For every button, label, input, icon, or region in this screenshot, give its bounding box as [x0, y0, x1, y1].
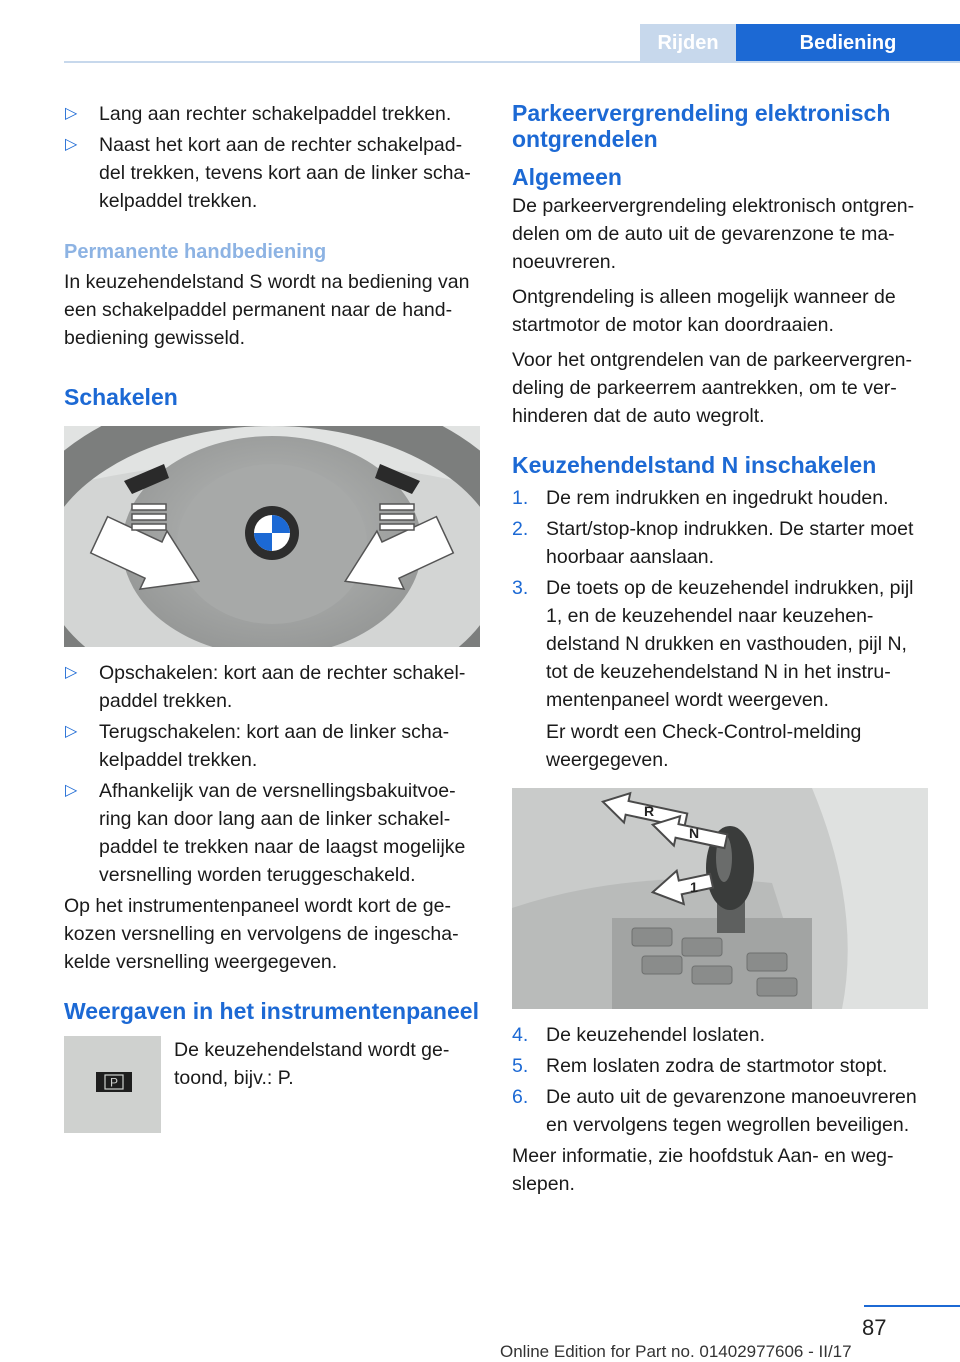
paragraph-algemeen-3: Voor het ontgrendelen van de parkeervergren‐deling de parkeerrem aantrekken, om te ver‐hinderen dat de auto wegrolt. [512, 349, 913, 427]
edition-label: Online Edition for Part no. 01402977606 - II/17 [500, 1342, 852, 1361]
left-column [64, 100, 480, 1133]
steering-wheel-figure [64, 426, 480, 647]
section-heading-parkeervergrendeling: Parkeervergrendeling elektronisch ontgrendelen [512, 100, 891, 152]
numbered-list-steps-a [512, 484, 932, 774]
step-text: De auto uit de gevarenzone manoeuvreren en vervolgens tegen wegrollen beveiligen. [546, 1086, 917, 1136]
list-item [512, 1052, 932, 1080]
paragraph-closing: Meer informatie, zie hoofdstuk Aan- en weg‐slepen. [512, 1145, 894, 1195]
header-rule [64, 61, 960, 63]
step-number: 2. [512, 518, 529, 540]
section-heading-keuzehendel-n: Keuzehendelstand N inschakelen [512, 452, 877, 478]
step-text: De toets op de keuzehendel indrukken, pijl 1, en de keuzehendel naar keuzehen‐delstand N drukken en vasthouden, pijl N, tot de keuzehendelstand N in het instru‐mentenpaneel wordt weergeven. [546, 577, 914, 711]
page-number: 87 [862, 1315, 887, 1340]
step-text: Rem loslaten zodra de startmotor stopt. [546, 1055, 888, 1077]
list-item: ▷ Terugschakelen: kort aan de linker scha‐kelpaddel trekken. [64, 718, 480, 774]
paragraph-permanent: In keuzehendelstand S wordt na bediening van een schakelpaddel permanent naar de hand‐bediening gewisseld. [64, 271, 470, 349]
step-number: 5. [512, 1055, 529, 1077]
list-item [512, 1083, 932, 1139]
paragraph-algemeen-2: Ontgrendeling is alleen mogelijk wanneer de startmotor de motor kan doordraaien. [512, 286, 896, 336]
step-number: 1. [512, 487, 529, 509]
bullet-list-top [64, 100, 480, 215]
gear-indicator-icon [64, 1036, 161, 1133]
step-text: Start/stop-knop indrukken. De starter moet hoorbaar aanslaan. [546, 518, 914, 568]
display-example [64, 1036, 480, 1133]
gear-selector-figure [512, 788, 928, 1009]
paragraph-display-info: Op het instrumentenpaneel wordt kort de ge‐kozen versnelling en vervolgens de ingescha‐kelde versnelling weergegeven. [64, 895, 459, 973]
list-item [512, 515, 932, 571]
step-number: 3. [512, 577, 529, 599]
section-heading-permanent: Permanente handbediening [64, 241, 327, 263]
header-tab-rijden[interactable]: Rijden [640, 24, 736, 61]
step-number: 4. [512, 1024, 529, 1046]
list-item [512, 574, 932, 774]
arrow-label-r: R [644, 803, 655, 819]
list-item: ▷ Naast het kort aan de rechter schakelpad‐del trekken, tevens kort aan de linker scha‐kelpaddel trekken. [64, 131, 480, 215]
list-item [512, 1021, 932, 1049]
step-note: Er wordt een Check-Control-melding weergegeven. [546, 721, 862, 771]
paragraph-algemeen-1: De parkeervergrendeling elektronisch ontgren‐delen om de auto uit de gevarenzone te ma‐noeuvreren. [512, 195, 915, 273]
right-column [512, 100, 932, 1198]
instrument-display-image [64, 1036, 161, 1133]
step-number: 6. [512, 1086, 529, 1108]
section-heading-schakelen: Schakelen [64, 384, 178, 410]
header-tab-bediening[interactable]: Bediening [736, 24, 960, 61]
bullet-list-shifting [64, 659, 480, 889]
footer-rule [864, 1305, 960, 1307]
list-item: ▷ Lang aan rechter schakelpaddel trekken. [64, 100, 480, 128]
paragraph-weergaven: De keuzehendelstand wordt ge‐toond, bijv.: P. [174, 1039, 450, 1089]
section-heading-weergaven: Weergaven in het instrumentenpaneel [64, 998, 479, 1024]
step-text: De keuzehendel loslaten. [546, 1024, 765, 1046]
numbered-list-steps-b [512, 1021, 932, 1139]
list-item: ▷ Opschakelen: kort aan de rechter schakel‐paddel trekken. [64, 659, 480, 715]
list-item: ▷ Afhankelijk van de versnellingsbakuitvoe‐ring kan door lang aan de linker schakel‐paddel te trekken naar de laagst mogelijke versnelling worden teruggeschakeld. [64, 777, 480, 889]
gear-selector-illustration [512, 788, 928, 1009]
arrow-label-n: N [689, 825, 700, 841]
steering-wheel-illustration [64, 426, 480, 647]
gear-symbol-label: P [109, 1075, 119, 1090]
arrow-label-1: 1 [690, 879, 698, 895]
step-text: De rem indrukken en ingedrukt houden. [546, 487, 889, 509]
list-item [512, 484, 932, 512]
section-heading-algemeen: Algemeen [512, 164, 622, 190]
